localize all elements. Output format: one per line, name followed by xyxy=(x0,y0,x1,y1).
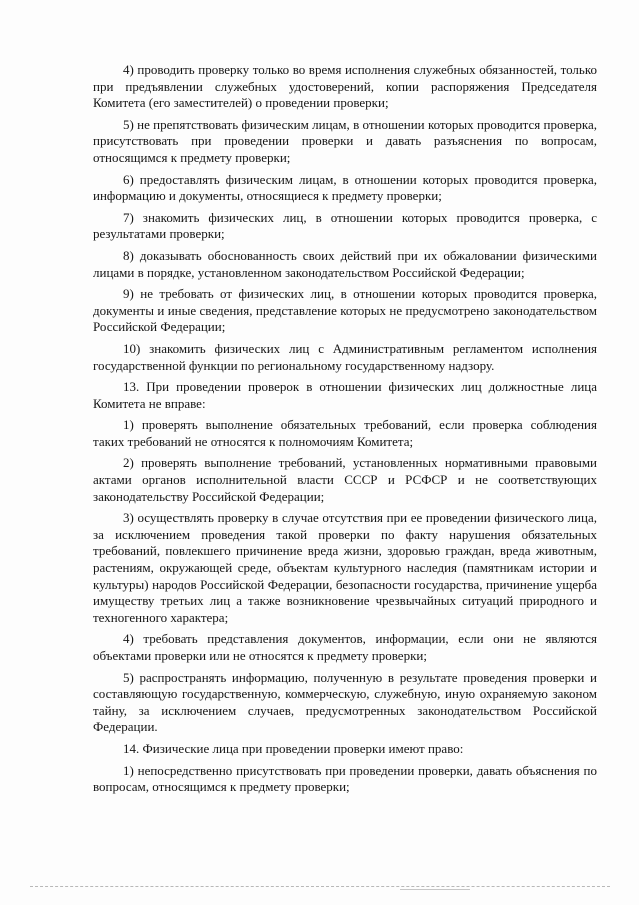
paragraph-duty-5: 5) не препятствовать физическим лицам, в отношении которых проводится проверка, присутствовать при проведении проверки и давать разъяснения по вопросам, относящимся к предмету проверки; xyxy=(93,116,597,165)
scan-edge-line xyxy=(30,886,610,887)
paragraph-prohibition-1: 1) проверять выполнение обязательных требований, если проверка соблюдения таких требований не относятся к полномочиям Комитета; xyxy=(93,417,597,449)
section-14-heading: 14. Физические лица при проведении проверки имеют право: xyxy=(123,740,464,756)
paragraph-right-1: 1) непосредственно присутствовать при проведении проверки, давать объяснения по вопросам, относящимся к предмету проверки; xyxy=(93,762,597,795)
paragraph-duty-10: 10) знакомить физических лиц с Административным регламентом исполнения государственной функции по региональному государственному надзору. xyxy=(93,340,597,373)
section-13-heading: 13. При проведении проверок в отношении физических лиц должностные лица Комитета не вправе: xyxy=(93,379,597,411)
paragraph-duty-4: 4) проводить проверку только во время исполнения служебных обязанностей, только при предъявлении служебных удостоверений, копии распоряжения Председателя Комитета (его заместителей) о проведении проверки; xyxy=(93,62,597,111)
paragraph-duty-9: 9) не требовать от физических лиц, в отношении которых проводится проверка, документы и иные сведения, представление которых не предусмотрено законодательством Российской Федерации; xyxy=(93,286,597,335)
paragraph-prohibition-4: 4) требовать представления документов, информации, если они не являются объектами проверки или не относятся к предмету проверки; xyxy=(93,631,597,663)
paragraph-duty-6: 6) предоставлять физическим лицам, в отношении которых проводится проверка, информацию и документы, относящиеся к предмету проверки; xyxy=(93,171,597,204)
document-body xyxy=(93,62,597,801)
paragraph-prohibition-5: 5) распространять информацию, полученную в результате проведения проверки и составляющую государственную, коммерческую, служебную, иную охраняемую законом тайну, за исключением случаев, предусмотренных законодательством Российской Федерации. xyxy=(93,669,597,735)
paragraph-prohibition-2: 2) проверять выполнение требований, установленных нормативными правовыми актами органов исполнительной власти СССР и РСФСР и не соответствующих законодательству Российской Федерации; xyxy=(93,455,597,504)
paragraph-prohibition-3: 3) осуществлять проверку в случае отсутствия при ее проведении физического лица, за исключением проведения такой проверки по факту нарушения обязательных требований, повлекшего причинение вреда жизни, здоровью граждан, вреда животным, растениям, окружающей среде, объектам культурного наследия (памятникам истории и культуры) народов Российской Федерации, безопасности государства, причинение ущерба имуществу третьих лиц а также возникновение чрезвычайных ситуаций природного и техногенного характера; xyxy=(93,510,597,625)
paragraph-duty-8: 8) доказывать обоснованность своих действий при их обжаловании физическими лицами в порядке, установленном законодательством Российской Федерации; xyxy=(93,247,597,280)
scan-edge-mark xyxy=(400,889,470,890)
paragraph-duty-7: 7) знакомить физических лиц, в отношении которых проводится проверка, с результатами проверки; xyxy=(93,209,597,242)
